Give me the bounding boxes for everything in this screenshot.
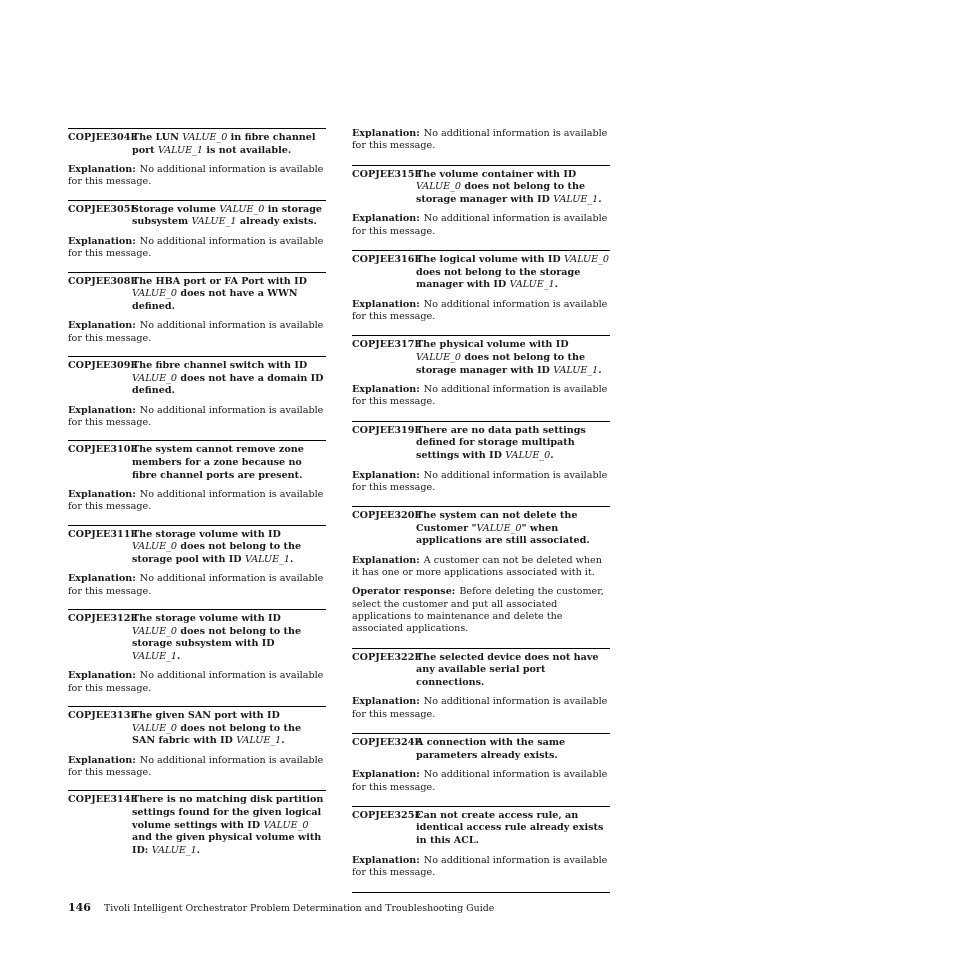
variable-placeholder: VALUE_1 bbox=[509, 279, 555, 291]
message-text-segment: . bbox=[196, 844, 201, 856]
message-code: COPJEE308E bbox=[68, 275, 138, 287]
message-entry bbox=[352, 335, 610, 408]
message-code: COPJEE320E bbox=[352, 510, 422, 522]
message-entry bbox=[68, 706, 326, 779]
message-text-segment: does not belong to the storage pool with ID bbox=[132, 541, 302, 565]
message-code: COPJEE324E bbox=[352, 737, 422, 749]
operator-response-paragraph bbox=[352, 586, 610, 635]
message-entry bbox=[68, 440, 326, 513]
explanation-text: No additional information is available for this message. bbox=[68, 754, 324, 779]
explanation-paragraph bbox=[352, 555, 610, 580]
variable-placeholder: VALUE_0 bbox=[476, 522, 522, 534]
message-text-segment: . bbox=[598, 193, 602, 205]
explanation-paragraph bbox=[352, 213, 610, 238]
message-code: COPJEE311E bbox=[68, 528, 138, 540]
message-text bbox=[132, 444, 326, 482]
variable-placeholder: VALUE_0 bbox=[563, 253, 610, 265]
variable-placeholder: VALUE_1 bbox=[132, 650, 178, 662]
message-code: COPJEE305E bbox=[68, 203, 138, 215]
message-heading bbox=[68, 132, 326, 157]
message-code: COPJEE312E bbox=[68, 613, 138, 625]
explanation-text: No additional information is available for this message. bbox=[352, 128, 608, 152]
explanation-paragraph bbox=[352, 299, 610, 324]
explanation-label: Explanation: bbox=[352, 469, 420, 481]
message-text bbox=[416, 169, 610, 207]
message-text-segment: does not belong to the storage subsystem with ID bbox=[132, 625, 302, 650]
message-heading bbox=[68, 613, 326, 663]
book-title: Tivoli Intelligent Orchestrator Problem Determination and Troubleshooting Guide bbox=[103, 903, 495, 914]
operator-response-label: Operator response: bbox=[352, 586, 456, 598]
message-code: COPJEE310E bbox=[68, 444, 138, 456]
message-text-segment: " when applications are still associated. bbox=[416, 522, 590, 547]
variable-placeholder: VALUE_0 bbox=[132, 722, 178, 734]
explanation-paragraph bbox=[352, 696, 610, 721]
message-code: COPJEE322E bbox=[352, 651, 422, 663]
explanation-paragraph bbox=[68, 755, 326, 780]
explanation-paragraph bbox=[68, 236, 326, 261]
message-text bbox=[132, 710, 326, 748]
message-heading bbox=[68, 204, 326, 229]
explanation-paragraph bbox=[352, 855, 610, 880]
operator-response-text: Before deleting the customer, select the customer and put all associated applications to maintenance and delete the associated applications. bbox=[352, 586, 604, 635]
variable-placeholder: VALUE_1 bbox=[151, 844, 197, 856]
variable-placeholder: VALUE_0 bbox=[219, 203, 265, 215]
variable-placeholder: VALUE_0 bbox=[416, 181, 462, 193]
message-text-segment: The logical volume with ID bbox=[416, 253, 564, 265]
variable-placeholder: VALUE_1 bbox=[553, 364, 599, 376]
message-code: COPJEE315E bbox=[352, 168, 422, 180]
explanation-label: Explanation: bbox=[352, 554, 420, 566]
variable-placeholder: VALUE_1 bbox=[191, 216, 237, 228]
message-entry bbox=[352, 421, 610, 494]
message-heading bbox=[352, 254, 610, 292]
explanation-text: No additional information is available for this message. bbox=[68, 235, 324, 260]
page-number: 146 bbox=[68, 901, 91, 914]
explanation-text: No additional information is available for this message. bbox=[68, 404, 324, 429]
message-text-segment: does not have a domain ID defined. bbox=[132, 372, 324, 397]
message-text bbox=[132, 276, 326, 314]
message-text-segment: does not have a WWN defined. bbox=[132, 288, 298, 312]
explanation-text: No additional information is available for this message. bbox=[68, 320, 324, 344]
column-end-rule bbox=[352, 892, 610, 893]
message-text bbox=[132, 794, 326, 857]
message-text-segment: The system can not delete the Customer " bbox=[416, 510, 578, 534]
message-text bbox=[416, 810, 610, 848]
message-text-segment: . bbox=[290, 553, 294, 565]
message-entry bbox=[352, 165, 610, 238]
explanation-text: A customer can not be deleted when it has one or more applications associated with it. bbox=[352, 554, 602, 579]
left-column bbox=[68, 128, 326, 857]
message-heading bbox=[68, 794, 326, 857]
variable-placeholder: VALUE_0 bbox=[132, 288, 178, 300]
explanation-paragraph bbox=[68, 405, 326, 430]
explanation-paragraph bbox=[352, 384, 610, 409]
variable-placeholder: VALUE_1 bbox=[157, 144, 203, 156]
message-heading bbox=[68, 276, 326, 314]
explanation-text: No additional information is available for this message. bbox=[352, 469, 608, 493]
message-entry bbox=[352, 806, 610, 879]
message-entry bbox=[352, 733, 610, 794]
variable-placeholder: VALUE_0 bbox=[132, 541, 178, 553]
explanation-paragraph bbox=[68, 670, 326, 695]
message-text-segment: The storage volume with ID bbox=[132, 528, 281, 540]
message-text-segment: is not available. bbox=[202, 144, 292, 156]
message-text-segment: There are no data path settings defined for storage multipath settings with ID bbox=[416, 424, 586, 461]
message-text-segment: Can not create access rule, an identical access rule already exists in this ACL. bbox=[416, 809, 604, 846]
explanation-label: Explanation: bbox=[68, 164, 136, 176]
message-text-segment: A connection with the same parameters already exists. bbox=[416, 737, 566, 761]
explanation-label: Explanation: bbox=[68, 573, 136, 585]
message-heading bbox=[68, 710, 326, 748]
message-heading bbox=[352, 425, 610, 463]
message-text-segment: does not belong to the storage manager with ID bbox=[416, 181, 586, 205]
explanation-text: No additional information is available for this message. bbox=[352, 384, 608, 408]
message-heading bbox=[68, 360, 326, 398]
explanation-paragraph bbox=[352, 470, 610, 495]
explanation-label: Explanation: bbox=[68, 404, 136, 416]
explanation-label: Explanation: bbox=[352, 213, 420, 225]
explanation-label: Explanation: bbox=[68, 235, 136, 247]
explanation-label: Explanation: bbox=[352, 854, 420, 866]
explanation-label: Explanation: bbox=[352, 128, 420, 139]
message-text-segment: does not belong to the storage manager with ID bbox=[416, 266, 581, 291]
message-text-segment: and the given physical volume with ID: bbox=[132, 832, 322, 856]
message-entry bbox=[68, 128, 326, 189]
message-entry bbox=[352, 506, 610, 636]
message-text-segment: in fibre channel port bbox=[132, 132, 316, 156]
message-code: COPJEE317E bbox=[352, 339, 422, 351]
explanation-label: Explanation: bbox=[352, 696, 420, 708]
message-text-segment: . bbox=[177, 650, 181, 662]
explanation-label: Explanation: bbox=[68, 754, 136, 766]
explanation-text: No additional information is available for this message. bbox=[352, 696, 608, 720]
explanation-text: No additional information is available for this message. bbox=[352, 854, 608, 878]
message-text bbox=[132, 360, 326, 398]
message-code: COPJEE319E bbox=[352, 424, 422, 436]
message-text bbox=[416, 425, 610, 463]
explanation-label: Explanation: bbox=[68, 670, 136, 682]
message-entry bbox=[352, 250, 610, 323]
variable-placeholder: VALUE_0 bbox=[505, 449, 551, 461]
explanation-text: No additional information is available for this message. bbox=[352, 213, 608, 237]
variable-placeholder: VALUE_1 bbox=[236, 735, 282, 747]
message-text-segment: The selected device does not have any available serial port connections. bbox=[416, 651, 599, 688]
message-entry bbox=[68, 790, 326, 857]
message-entry bbox=[68, 272, 326, 345]
message-text-segment: The system cannot remove zone members for a zone because no fibre channel ports are present. bbox=[132, 444, 304, 481]
message-text bbox=[132, 204, 326, 229]
message-code: COPJEE309E bbox=[68, 359, 138, 371]
message-text-segment: The volume container with ID bbox=[416, 168, 577, 180]
right-column bbox=[352, 128, 610, 879]
message-text-segment: . bbox=[550, 449, 554, 461]
message-entry bbox=[68, 356, 326, 429]
message-text-segment: The fibre channel switch with ID bbox=[132, 359, 308, 371]
message-text bbox=[416, 652, 610, 690]
message-text bbox=[416, 737, 610, 762]
message-code: COPJEE316E bbox=[352, 253, 422, 265]
message-text-segment: There is no matching disk partition settings found for the given logical volume settings with ID bbox=[132, 794, 324, 831]
page-footer bbox=[68, 902, 494, 915]
explanation-label: Explanation: bbox=[352, 384, 420, 396]
message-heading bbox=[352, 652, 610, 690]
variable-placeholder: VALUE_0 bbox=[182, 132, 228, 143]
message-code: COPJEE325E bbox=[352, 809, 422, 821]
explanation-paragraph bbox=[68, 489, 326, 514]
explanation-label: Explanation: bbox=[352, 769, 420, 781]
message-text-segment: Storage volume bbox=[132, 203, 220, 215]
explanation-text: No additional information is available for this message. bbox=[68, 670, 324, 694]
message-text-segment: does not belong to the storage manager with ID bbox=[416, 351, 586, 376]
message-text bbox=[416, 339, 610, 377]
message-text bbox=[132, 613, 326, 663]
message-entry bbox=[352, 128, 610, 153]
explanation-text: No additional information is available for this message. bbox=[68, 164, 324, 188]
message-text-segment: does not belong to the SAN fabric with ID bbox=[132, 722, 302, 747]
message-text-segment: The LUN bbox=[132, 132, 183, 143]
message-heading bbox=[352, 169, 610, 207]
explanation-text: No additional information is available for this message. bbox=[68, 573, 324, 597]
message-text bbox=[416, 510, 610, 548]
explanation-paragraph bbox=[68, 573, 326, 598]
explanation-paragraph bbox=[68, 320, 326, 345]
explanation-label: Explanation: bbox=[68, 320, 136, 332]
variable-placeholder: VALUE_0 bbox=[132, 625, 178, 637]
explanation-label: Explanation: bbox=[68, 489, 136, 501]
variable-placeholder: VALUE_1 bbox=[553, 193, 599, 205]
message-text-segment: . bbox=[598, 364, 602, 376]
message-entry bbox=[68, 609, 326, 695]
variable-placeholder: VALUE_0 bbox=[416, 351, 462, 363]
message-heading bbox=[68, 529, 326, 567]
message-heading bbox=[352, 810, 610, 848]
explanation-paragraph bbox=[352, 769, 610, 794]
message-text-segment: The physical volume with ID bbox=[416, 339, 569, 351]
explanation-label: Explanation: bbox=[352, 298, 420, 310]
message-text-segment: already exists. bbox=[236, 216, 317, 228]
message-text-segment: . bbox=[554, 279, 558, 291]
message-entry bbox=[68, 200, 326, 261]
message-text bbox=[132, 132, 326, 157]
message-heading bbox=[352, 737, 610, 762]
message-text bbox=[416, 254, 610, 292]
variable-placeholder: VALUE_0 bbox=[132, 372, 178, 384]
explanation-text: No additional information is available for this message. bbox=[352, 769, 608, 793]
explanation-text: No additional information is available for this message. bbox=[68, 489, 324, 513]
message-heading bbox=[68, 444, 326, 482]
message-heading bbox=[352, 339, 610, 377]
message-text-segment: The storage volume with ID bbox=[132, 613, 281, 625]
message-text-segment: . bbox=[281, 735, 285, 747]
explanation-paragraph bbox=[68, 164, 326, 189]
explanation-paragraph bbox=[352, 128, 610, 153]
message-text-segment: The given SAN port with ID bbox=[132, 710, 280, 722]
message-text-segment: The HBA port or FA Port with ID bbox=[132, 275, 307, 287]
message-code: COPJEE314E bbox=[68, 794, 138, 806]
variable-placeholder: VALUE_0 bbox=[263, 819, 309, 831]
message-heading bbox=[352, 510, 610, 548]
message-code: COPJEE304E bbox=[68, 132, 138, 143]
variable-placeholder: VALUE_1 bbox=[244, 553, 290, 565]
message-entry bbox=[68, 525, 326, 598]
message-entry bbox=[352, 648, 610, 721]
message-text bbox=[132, 529, 326, 567]
explanation-text: No additional information is available for this message. bbox=[352, 298, 608, 323]
message-code: COPJEE313E bbox=[68, 710, 138, 722]
message-text-segment: in storage subsystem bbox=[132, 203, 323, 228]
